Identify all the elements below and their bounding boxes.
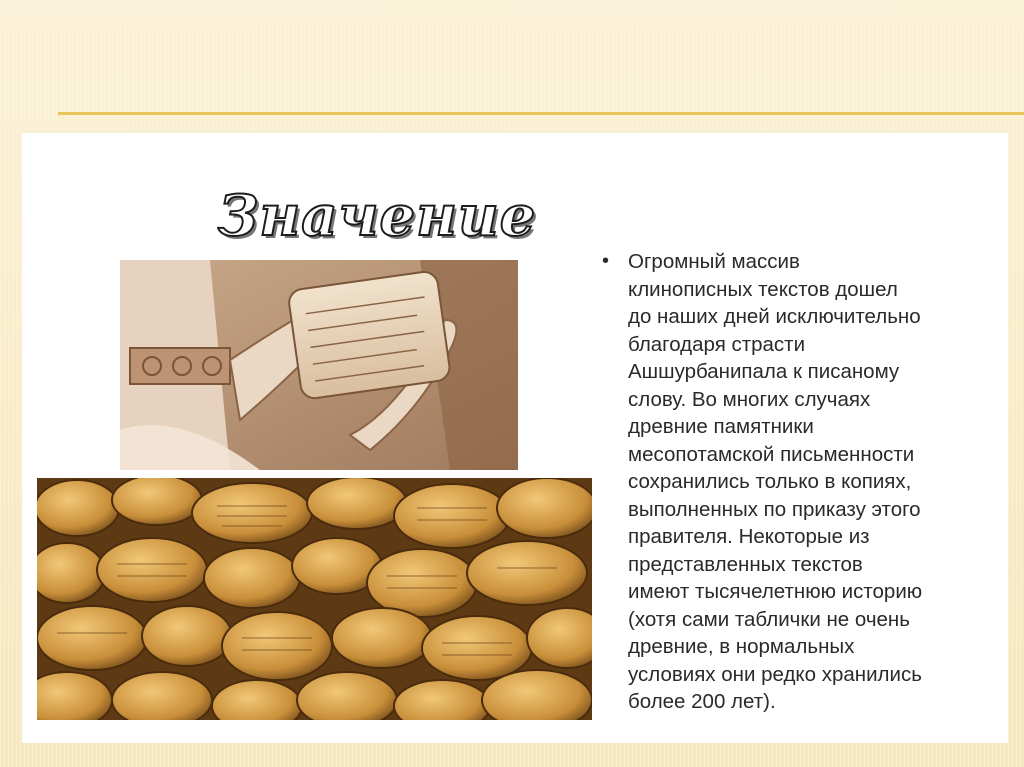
body-paragraph: Огромный массив клинописных текстов дошел до наших дней исключительно благодаря страсти Ашшурбанипала к писаному слову. Во многих случаях древние памятники месопотамской письменности сохранились только в копиях, выполненных по приказу этого правителя. Некоторые из представленных текстов имеют тысячелетнюю историю (хотя сами таблички не очень древние, в нормальных условиях они редко хранились более 200 лет).: [628, 250, 923, 713]
slide-title: Значение: [218, 183, 537, 249]
decorative-accent-line: [58, 112, 1024, 115]
body-text-block: [602, 248, 1002, 716]
slide-content-card: [22, 133, 1008, 743]
hands-holding-tablet-image: [120, 260, 518, 470]
cuneiform-tablets-photo: [37, 478, 592, 720]
bullet-marker: •: [602, 250, 610, 272]
